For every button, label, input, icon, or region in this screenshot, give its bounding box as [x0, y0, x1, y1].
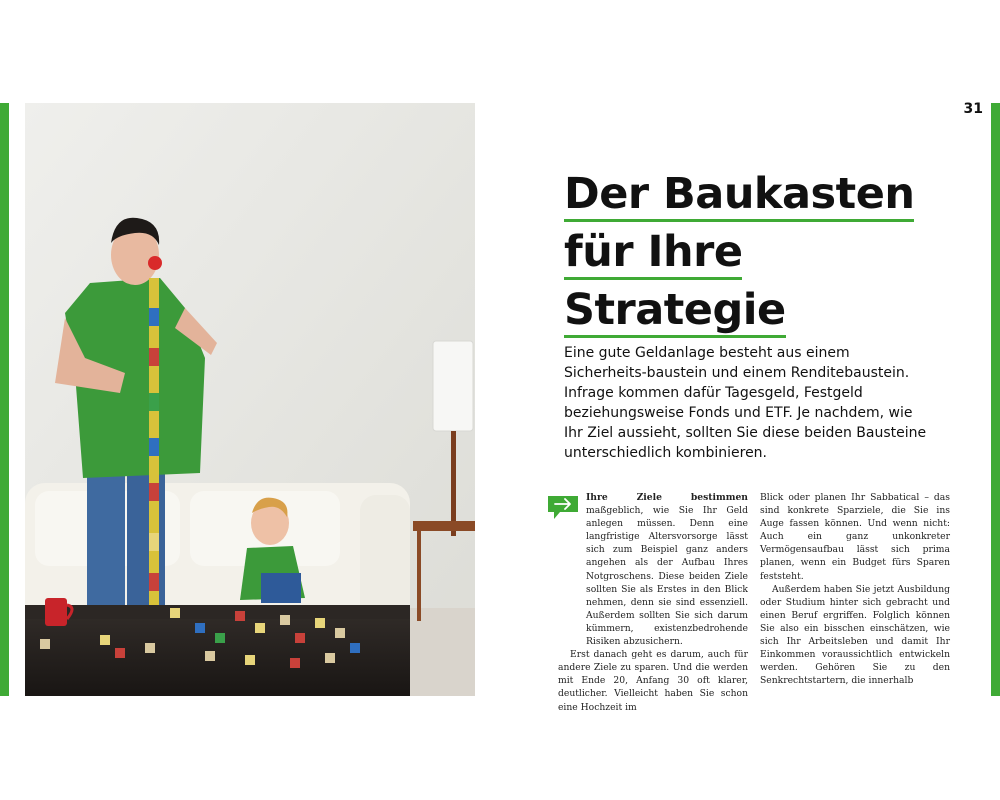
- body-column-1: [558, 491, 748, 714]
- body-lead-in: Ihre Ziele bestimmen: [586, 492, 748, 503]
- body-paragraph-1: [558, 491, 748, 648]
- left-accent-bar: [0, 103, 9, 696]
- page-number: 31: [963, 101, 983, 117]
- headline-line-3: Strategie: [564, 286, 786, 338]
- body-column-2: [760, 491, 950, 687]
- lead-paragraph: Eine gute Geldanlage besteht aus einem Sicherheits-baustein und einem Renditebaustein. Infrage kommen dafür Tagesgeld, Festgeld beziehungsweise Fonds und ETF. Je nachdem, wie Ihr Ziel aussieht, sollten Sie diese beiden Bausteine unterschiedlich kombinieren.: [564, 345, 927, 461]
- headline-line-1: Der Baukasten: [564, 170, 914, 222]
- body-paragraph-3: Blick oder planen Ihr Sabbatical – das sind konkrete Sparziele, die Sie ins Auge fassen können. Und wenn nicht: Auch ein ganz unkonkreter Vermögensaufbau lässt sich prima planen, wenn ein Budget fürs Sparen feststeht.: [760, 492, 950, 582]
- photo-man-and-child-building-blocks: [25, 103, 475, 696]
- body-paragraph-1-text: maßgeblich, wie Sie Ihr Geld anlegen müssen. Denn eine langfristige Altersvorsorge lässt sich zum Beispiel ganz anders angehen als der Aufbau Ihres Notgroschens. Diese beiden Ziele sollten Sie als Erstes in den Blick nehmen, denn sie sind essenziell. Außerdem sollten Sie sich darum kümmern, existenzbedrohende Risiken abzusichern.: [586, 505, 748, 648]
- body-paragraph-4: Außerdem haben Sie jetzt Ausbildung oder Studium hinter sich gebracht und einen Beruf ergriffen. Folglich können Sie also ein bisschen einschätzen, wie sich Ihr Arbeitsleben und damit Ihr Einkommen voraussichtlich entwickeln werden. Gehören Sie zu den Senkrechtstartern, die innerhalb: [760, 583, 950, 687]
- headline-line-2: für Ihre: [564, 228, 742, 280]
- body-paragraph-2: Erst danach geht es darum, auch für andere Ziele zu sparen. Und die werden mit Ende 20, Anfang 30 oft klarer, deutlicher. Vielleicht haben Sie schon eine Hochzeit im: [558, 649, 748, 713]
- right-accent-bar: [991, 103, 1000, 696]
- headline: [564, 170, 914, 344]
